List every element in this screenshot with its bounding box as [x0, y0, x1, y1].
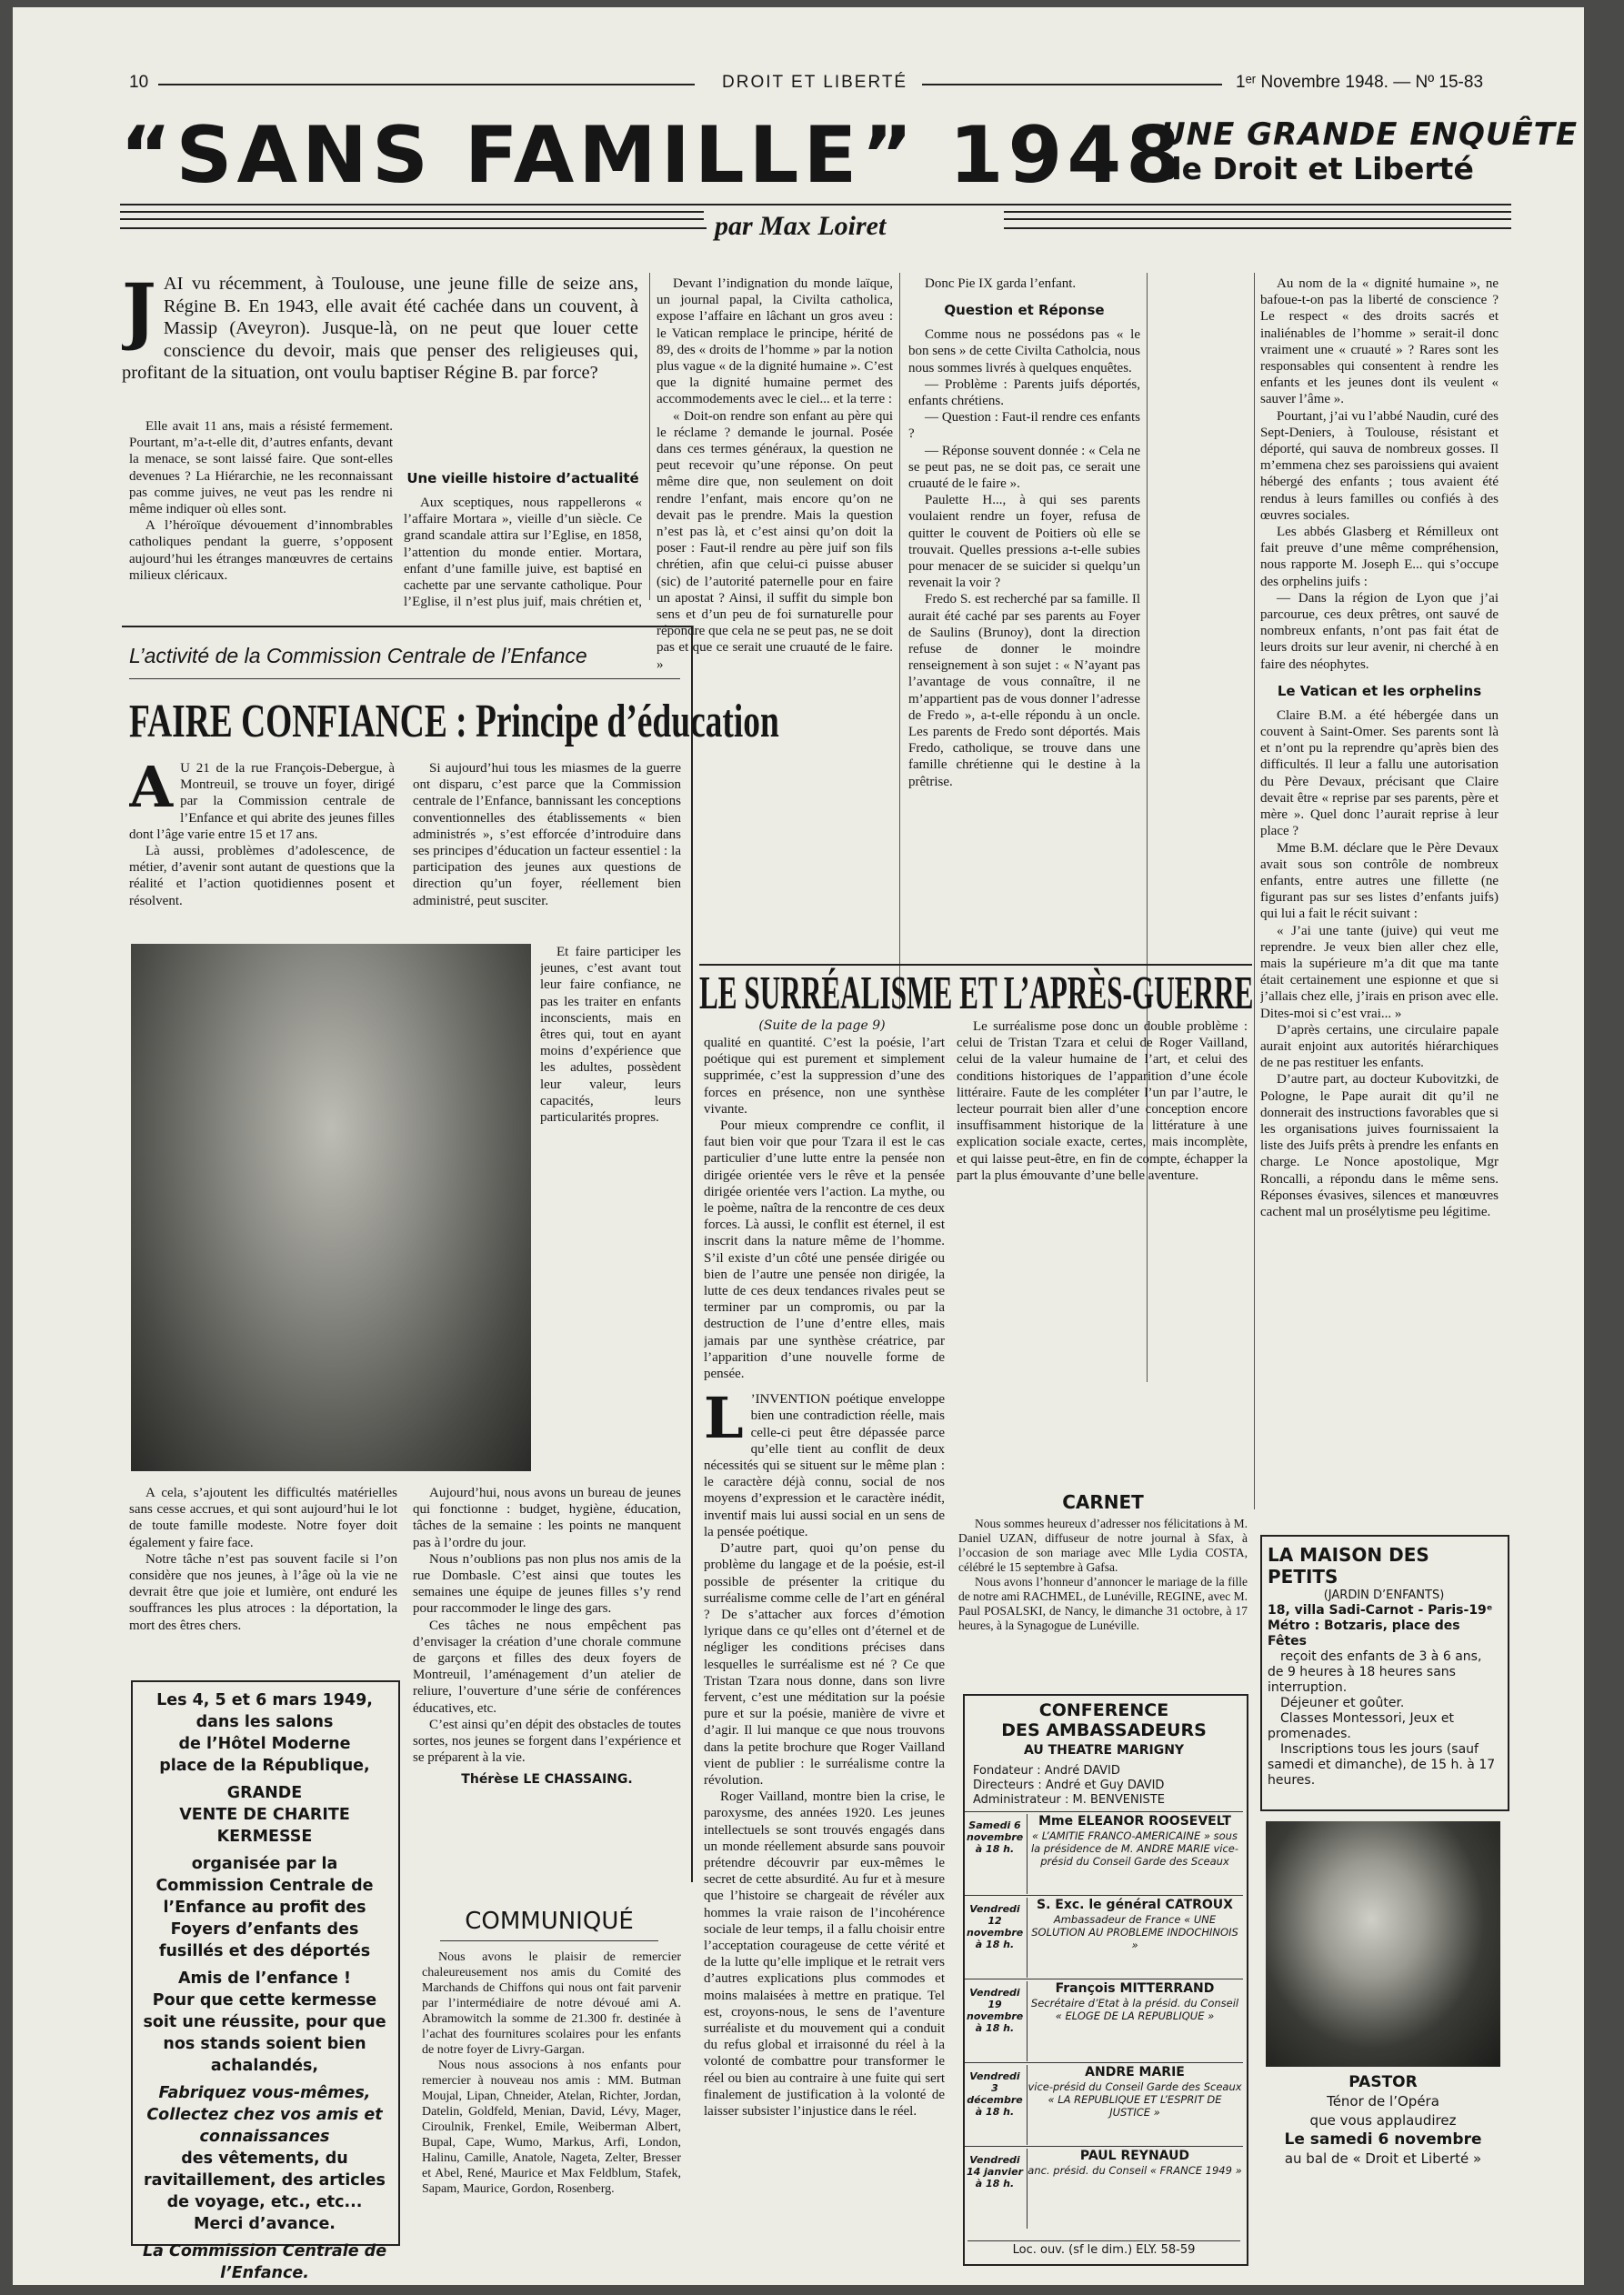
- paragraph: Fredo S. est recherché par sa famille. Il aurait été caché par ses parents au Foyer de Saulins (Brunoy), dont la direction refuse de donner le moindre renseignement à son sujet : « N’ayant pas l’avantage de vous connaître, il ne m’appartient pas de vous donner l’adresse de Fredo », a-t-elle répondu à un oncle. Les parents de Fredo sont déportés. Mais Fredo, catholique, se trouve dans une famille chrétienne qui le destine à la prêtrise.: [908, 592, 1140, 789]
- header-rule: [922, 84, 1222, 85]
- paragraph: Roger Vailland, montre bien la crise, le paroxysme, des années 1920. Les jeunes intellectuels se sont trouvés engagés dans un monde réellement absurde sans pouvoir prétendre découvrir par eux-mêmes le secret de cette absurdité. Au fur et à mesure que l’histoire se chargeait de révéler aux hommes la vraie raison de l’incohérence sociale de leur temps, il a fallu choisir entre l’acceptation courageuse de cette vérité et de la lutte qu’elle implique et le retrait vers d’autres explications plus commodes et moins malaisées à mettre en pratique. Tel est, croyons-nous, le sens de l’aventure surréaliste et du mouvement qui a conduit du refus global et irraisonné du réel à la volonté de combattre pour transformer le réel ou bien au contraire à une fuite qui sert finalement de justification à la volonté de laisser subsister l’injustice dans le réel.: [704, 1789, 945, 2119]
- communique-rule: [440, 1940, 658, 1941]
- signature: Thérèse LE CHASSAING.: [461, 1772, 633, 1788]
- conference-detail: [1027, 1814, 1242, 1894]
- column-rule: [899, 273, 900, 1009]
- conference-date: Vendredi 12 novembre à 18 h.: [967, 1903, 1024, 1950]
- girl-photo: [131, 944, 531, 1471]
- paragraph: — Problème : Parents juifs déportés, enfants chrétiens.: [908, 376, 1140, 409]
- paragraph: Notre tâche n’est pas souvent facile si l’on considère que nos jeunes, à l’âge où la vie ne devrait être que joie et lumière, ont enduré les souffrances les plus atroces : la déportation, la mort des êtres chers.: [129, 1551, 397, 1633]
- lead-text: AI vu récemment, à Toulouse, une jeune fille de seize ans, Régine B. En 1943, elle avait été cachée dans un couvent, à Massip (Aveyron). Jusque-là, on ne peut que louer cette conscience du devoir, mais que penser des religieuses qui, profitant de la situation, ont voulu baptiser Régine B. par force?: [122, 274, 638, 383]
- conference-date: Samedi 6 novembre à 18 h.: [967, 1819, 1024, 1855]
- speaker-topic: anc. présid. du Conseil « FRANCE 1949 »: [1028, 2164, 1242, 2177]
- pastor-role: Ténor de l’Opéra: [1327, 2093, 1439, 2110]
- commission-kicker: L’activité de la Commission Centrale de l’Enfance: [129, 644, 587, 667]
- paragraph: Elle avait 11 ans, mais a résisté fermement. Pourtant, m’a-t-elle dit, d’autres enfants, devant la menace, se sont laissé faire. Que sont-elles devenues ? La Hiérarchie, ne les reconnaissant pas comme juives, ne veut pas les rendre ni même indiquer où elles sont.: [129, 419, 393, 517]
- paragraph: D’autre part, quoi qu’on pense du problème du langage et de la poésie, est-il possible de présenter la critique du surréalisme comme celle de l’art en général ? De s’attacher aux forces d’émotion lyrique dans ce qu’elles ont d’éternel et de négliger les conditions précises dans lesquelles le surréalisme est né ? Ce que Tristan Tzara nous donne, dans son livre fervent, c’est une méditation sur la poésie pure et sur la poésie, manière de vivre et d’agir. Il lui manque ce que nous trouvons dans la petite brochure que Roger Vailland vient de publier : le surréalisme contre la révolution.: [704, 1541, 945, 1788]
- paragraph: Et faire participer les jeunes, c’est avant tout leur faire confiance, ne pas les traiter en enfants inconscients, mais en êtres qui, tout en ayant moins d’expérience que les adultes, possèdent leur valeur, leurs capacités, leurs particularités propres.: [540, 945, 681, 1126]
- pastor-line: que vous applaudirez: [1309, 2112, 1457, 2129]
- paragraph: « Doit-on rendre son enfant au père qui le réclame ? demande le journal. Posée dans ces termes généraux, la question ne peut recevoir qu’une réponse. On peut même dire que, non seulement on doit rendre l’enfant, mais encore qu’on ne devait pas le prendre. Mais la question n’est pas là, et c’est ainsi qu’on doit la poser : Faut-il rendre au père juif son fils chrétien, afin que celui-ci puisse abuser (sic) de l’autorité paternelle pour en faire un apostat ? Ainsi, il suffit du simple bon sens et d’un peu de foi surnaturelle pour répondre que cela ne se peut pas, ne se doit pas et que ce serait une cruauté de le faire. »: [657, 408, 893, 672]
- enquete-col-1b: [404, 418, 642, 611]
- paragraph: A l’héroïque dévouement d’innombrables catholiques pendant la guerre, s’opposent aujourd’hui les étranges manœuvres de certains milieux cléricaux.: [129, 518, 393, 583]
- maison-title: LA MAISON DES PETITS: [1268, 1544, 1429, 1588]
- vente-line: La Commission Centrale de l’Enfance.: [142, 2242, 387, 2282]
- byline: par Max Loiret: [715, 211, 887, 241]
- paragraph: Devant l’indignation du monde laïque, un journal papal, la Civilta catholica, expose l’affaire en lâchant un gros aveu : le Vatican remplace le principe, hérité de 89, des « droits de l’homme » par la notion plus vague « de la dignité humaine ». C’est que la dignité humaine permet des accommodements avec le ciel... et la terre :: [657, 276, 893, 407]
- vente-line: dans les salons: [195, 1713, 334, 1731]
- dropcap: J: [122, 273, 156, 353]
- paragraph: C’est ainsi qu’en dépit des obstacles de toutes sortes, nos jeunes se forgent dans l’expérience et se préparent à la vie.: [413, 1717, 681, 1766]
- maison-text: reçoit des enfants de 3 à 6 ans, de 9 heures à 18 heures sans interruption.: [1268, 1649, 1482, 1695]
- paragraph: — Question : Faut-il rendre ces enfants ?: [908, 410, 1140, 442]
- enquete-col-1a: [129, 418, 393, 611]
- pastor-line: au bal de « Droit et Liberté »: [1284, 2150, 1482, 2167]
- title-kicker-1: UNE GRANDE ENQUÊTE: [1160, 116, 1579, 153]
- carnet-title: CARNET: [1062, 1491, 1144, 1513]
- conference-detail: [1027, 2149, 1242, 2229]
- maison-text: Déjeuner et goûter.: [1280, 1696, 1405, 1710]
- vente-line: Les 4, 5 et 6 mars 1949,: [156, 1691, 373, 1709]
- vente-content: [136, 1689, 393, 2284]
- paragraph: A cela, s’ajoutent les difficultés matérielles sans cesse accrues, et qui sont aujourd’hui le lot de toute famille modeste. Notre foyer doit également y faire face.: [129, 1486, 397, 1550]
- conference-detail: [1027, 1898, 1242, 1978]
- commission-col-a: [129, 760, 395, 942]
- speaker-name: François MITTERRAND: [1055, 1981, 1215, 1996]
- conference-date: Vendredi 3 décembre à 18 h.: [967, 2070, 1023, 2118]
- subheading: Question et Réponse: [944, 302, 1105, 319]
- suite-note: (Suite de la page 9): [758, 1018, 886, 1033]
- vente-line: VENTE DE CHARITE: [179, 1806, 350, 1824]
- paragraph: D’autre part, au docteur Kubovitzki, de Pologne, le Pape aurait dit qu’il ne donnerait des instructions favorables que si les organisations juives fournissaient la liste des Juifs prêts à prendre les enfants en charge. Le Nonce apostolique, Mgr Roncalli, a répondu dans le même sens. Réponses évasives, silences et manœuvres cachent mal un prosélytisme peu légitime.: [1260, 1072, 1499, 1219]
- conference-schedule: [965, 1811, 1243, 2230]
- vente-line: organisée par la Commission Centrale de l’Enfance au profit des Foyers d’enfants des fusillés et des déportés: [155, 1855, 374, 1960]
- vente-line: Amis de l’enfance !: [178, 1969, 351, 1988]
- subheading: Le Vatican et les orphelins: [1277, 682, 1482, 699]
- vente-line: Pour que cette kermesse soit une réussite, pour que nos stands soient bien achalandés,: [143, 1991, 386, 2075]
- journal-name: DROIT ET LIBERTÉ: [722, 73, 908, 92]
- speaker-topic: Secrétaire d’Etat à la présid. du Conseil « ELOGE DE LA REPUBLIQUE »: [1030, 1997, 1239, 2022]
- vente-line: de l’Hôtel Moderne: [178, 1735, 351, 1753]
- paragraph: U 21 de la rue François-Debergue, à Montreuil, se trouve un foyer, dirigé par la Commission centrale de l’Enfance et qui abrite des jeunes filles dont l’âge varie entre 15 et 17 ans.: [129, 761, 395, 842]
- speaker-topic: vice-présid du Conseil Garde des Sceaux « LA REPUBLIQUE ET L’ESPRIT DE JUSTICE »: [1028, 2080, 1242, 2119]
- conference-detail: [1027, 1981, 1242, 2061]
- paragraph: Les abbés Glasberg et Rémilleux ont fait preuve d’une même compréhension, nous rapporte M. Joseph E... qui s’occupe des orphelins juifs :: [1260, 525, 1499, 589]
- conference-row: [965, 2146, 1243, 2230]
- directors: Directeurs : André et Guy DAVID: [973, 1779, 1165, 1792]
- paragraph: D’après certains, une circulaire papale aurait enjoint aux autorités hiérarchiques de ne pas restituer les enfants.: [1260, 1022, 1499, 1071]
- maison-content: [1268, 1544, 1500, 1789]
- maison-metro: Métro : Botzaris, place des Fêtes: [1268, 1619, 1460, 1649]
- conference-row: [965, 1979, 1243, 2063]
- paragraph: Nous n’oublions pas non plus nos amis de la rue Dombasle. C’est ainsi que toutes les semaines une équipe de jeunes filles s’y rend pour raccommoder le linge des gars.: [413, 1551, 681, 1617]
- paragraph: Le surréalisme pose donc un double problème : celui de Tristan Tzara et celui de Roger Vailland, celui de la valeur humaine de l’art, et celui des conditions historiques de l’apparition d’une école littéraire. Faute de les compléter l’un par l’autre, le lecteur pourrait bien aller d’une conception encore insuffisamment historique de la littérature à une explication sociale exacte, certes, mais incomplète, et qui laisse peut-être, en fin de compte, échapper la part la plus émouvante d’une belle aventure.: [957, 1019, 1248, 1183]
- communique-text: [422, 1949, 681, 2263]
- vente-line: Merci d’avance.: [194, 2215, 336, 2233]
- issue-date: 1ᵉʳ Novembre 1948. — Nº 15-83: [1236, 73, 1484, 92]
- paragraph: qualité en quantité. C’est la poésie, l’art poétique qui est purement et simplement supprimée, c’est la suppression d’une des forces en présence, non une synthèse vivante.: [704, 1036, 945, 1117]
- vente-line: KERMESSE: [216, 1828, 313, 1846]
- speaker-name: S. Exc. le général CATROUX: [1037, 1898, 1233, 1912]
- dropcap: L: [704, 1385, 744, 1452]
- conference-title: CONFERENCE: [1038, 1700, 1169, 1720]
- enquete-lead: [122, 273, 638, 415]
- dropcap: A: [129, 760, 174, 820]
- conference-header: [967, 1700, 1240, 1760]
- surrealisme-col-1: [704, 1035, 945, 2271]
- byline-rule: [120, 227, 707, 229]
- surrealisme-headline: LE SURRÉALISME ET L’APRÈS-GUERRE: [699, 967, 1254, 1019]
- founder: Fondateur : André DAVID: [973, 1764, 1120, 1778]
- administrator: Administrateur : M. BENVENISTE: [973, 1793, 1165, 1807]
- conference-staff: [973, 1764, 1241, 1808]
- maison-subtitle: (JARDIN D’ENFANTS): [1323, 1588, 1445, 1602]
- paragraph: ’INVENTION poétique enveloppe bien une contradiction réelle, mais celle-ci peut être dépassée parce qu’elle tient au conflit de deux nécessités qui se situent sur le même plan : le caractère déjà connu, social de nos moyens d’expression et le caractère inédit, inventif mais lui aussi social en un sens de la pensée poétique.: [704, 1392, 945, 1539]
- page-number: 10: [129, 73, 149, 92]
- conference-date: Vendredi 14 janvier à 18 h.: [967, 2154, 1023, 2190]
- subheading: Une vieille histoire d’actualité: [406, 470, 639, 486]
- paragraph: Ces tâches ne nous empêchent pas d’envisager la création d’une chorale commune de garçons et filles des deux foyers de Montreuil, l’aménagement d’un atelier de reliure, l’ouverture d’une série de conférences éducatives, etc.: [413, 1618, 681, 1716]
- maison-address: 18, villa Sadi-Carnot - Paris-19ᵉ: [1268, 1603, 1493, 1618]
- pastor-block: [1260, 2073, 1506, 2169]
- paragraph: Si aujourd’hui tous les miasmes de la guerre ont disparu, c’est parce que la Commission centrale de l’Enfance, bannissant les conceptions conventionnelles des établissements « bien administrés », s’est efforcée d’introduire dans ses principes d’éducation un facteur essentiel : la participation des jeunes aux questions de direction qu’un foyer, réellement bien administré, peut susciter.: [413, 761, 681, 908]
- carnet-text: [958, 1517, 1248, 1685]
- pastor-date: Le samedi 6 novembre: [1284, 2130, 1482, 2149]
- conference-row: [965, 1895, 1243, 1979]
- paragraph: Pour mieux comprendre ce conflit, il faut bien voir que pour Tzara il est le cas particulier d’une lutte entre la pensée non dirigée orientée vers le rêve et la pensée dirigée orientée vers l’action. La mythe, ou le poème, naîtra de la rencontre de ces deux forces. Là aussi, le conflit est éternel, il est inscrit dans la nature même de l’homme. S’il existe d’un côté une pensée dirigée ou bien de l’autre une pensée non dirigée, la lutte de ces deux tendances rivales peut se terminer par un compromis, ou par la destruction de l’une d’entre elles, mais jamais par une synthèse créatrice, par l’apparition d’une nouvelle forme de pensée.: [704, 1118, 945, 1382]
- enquete-col-4: [1154, 276, 1248, 280]
- paragraph: Aux sceptiques, nous rappellerons « l’affaire Mortara », vieille d’un siècle. Ce grand scandale attira sur l’Eglise, en 1858, l’attention du monde entier. Mortara, enfant d’une famille juive, est baptisé en cachette par une servante catholique. Pour l’Eglise, il n’est plus juif, mais chrétien et,: [404, 496, 642, 610]
- speaker-topic: Ambassadeur de France « UNE SOLUTION AU PROBLEME INDOCHINOIS »: [1031, 1913, 1238, 1951]
- conference-date: Vendredi 19 novembre à 18 h.: [967, 1987, 1024, 2034]
- commission-col-b3: [413, 1485, 681, 1867]
- commission-col-b: [413, 760, 681, 942]
- communique-title: COMMUNIQUÉ: [465, 1908, 634, 1935]
- maison-text: Inscriptions tous les jours (sauf samedi et dimanche), de 15 h. à 17 heures.: [1268, 1742, 1496, 1788]
- header-rule: [158, 84, 695, 85]
- vente-line: des vêtements, du ravitaillement, des articles de voyage, etc., etc...: [144, 2150, 386, 2211]
- enquete-col-3: [908, 276, 1140, 1007]
- kicker-rule: [129, 678, 680, 679]
- commission-headline: FAIRE CONFIANCE : Principe d’éducation: [129, 696, 779, 747]
- conference-row: [965, 2062, 1243, 2147]
- section-rule: [699, 964, 1252, 966]
- conference-venue: AU THEATRE MARIGNY: [1023, 1743, 1185, 1758]
- paragraph: Donc Pie IX garda l’enfant.: [925, 276, 1077, 291]
- title-kicker-2: de Droit et Liberté: [1160, 151, 1474, 186]
- speaker-name: PAUL REYNAUD: [1079, 2149, 1190, 2163]
- paragraph: Paulette H..., à qui ses parents voulaient rendre un foyer, refusa de quitter le couvent de Poitiers où elle se trouvait. Quelles pressions a-t-elle subies pour menacer de se suicider si quelqu’un revenait la voir ?: [908, 493, 1140, 591]
- enquete-col-4: [1260, 276, 1499, 1508]
- speaker-name: ANDRE MARIE: [1085, 2065, 1185, 2080]
- speaker-name: Mme ELEANOR ROOSEVELT: [1038, 1814, 1231, 1829]
- speaker-topic: « L’AMITIE FRANCO-AMERICAINE » sous la présidence de M. ANDRE MARIE vice-présid du Conseil Garde des Sceaux: [1030, 1829, 1239, 1868]
- conference-title: DES AMBASSADEURS: [1001, 1720, 1207, 1740]
- invention-block: [704, 1385, 945, 1540]
- vente-line: place de la République,: [159, 1757, 370, 1775]
- main-title: “SANS FAMILLE” 1948: [120, 110, 1186, 201]
- commission-col-a2: [129, 1485, 397, 1671]
- newspaper-page: [13, 7, 1584, 2285]
- column-rule: [649, 273, 650, 600]
- pastor-name: PASTOR: [1348, 2073, 1418, 2091]
- paragraph: Claire B.M. a été hébergée dans un couvent à Saint-Omer. Ses parents sont là et n’ont pu la reprendre qu’après bien des difficultés. Il leur a fallu une autorisation du Père Devaux, précisant que Claire devait être « reprise par ses parents, père et mère ». Quel donc l’aurait reprise à leur place ?: [1260, 707, 1499, 839]
- paragraph: Nous avons l’honneur d’annoncer le mariage de la fille de notre ami RACHMEL, de Lunéville, REGINE, avec M. Paul POSALSKI, de Nancy, le dimanche 31 octobre, à 17 heures, à la Synagogue de Lunéville.: [958, 1575, 1248, 1632]
- paragraph: Aujourd’hui, nous avons un bureau de jeunes qui fonctionne : budget, hygiène, éducation, tâches de la semaine : les points ne manquent pas à l’ordre du jour.: [413, 1486, 681, 1550]
- paragraph: Nous nous associons à nos enfants pour remercier à nouveau nos amis : MM. Butman Moujal, Lipan, Chneider, Atelan, Richter, Jordan, Datelin, Goldfeld, Menian, David, Lévy, Mager, Ciroulnik, Frenkel, Emile, Weiberman Albert, Bupal, Cape, Wumo, Markus, Arfi, London, Halinu, Camille, Anatole, Nageta, Zelter, Bresser et Abel, René, Maurice et Max Feldblum, Stafek, Sapam, Maurice, Gordon, Rosenberg.: [422, 2059, 681, 2196]
- paragraph: Pourtant, j’ai vu l’abbé Naudin, curé des Sept-Deniers, à Toulouse, résistant et déporté, qui sauva de nombreux gosses. Il m’emmena chez ses paroissiens qui avaient hébergé des enfants ; tous avaient été rendus à leurs familles ou confiés à des œuvres sociales.: [1260, 408, 1499, 523]
- maison-text: Classes Montessori, Jeux et promenades.: [1268, 1711, 1454, 1741]
- paragraph: Au nom de la « dignité humaine », ne bafoue-t-on pas la liberté de conscience ? Le respect « des droits sacrés et inaliénables de l’homme » serait-il donc vraiment une « cruauté » ? Rares sont les responsables qui consentent à rendre les enfants et les jeunes dont ils veulent « sauver l’âme ».: [1260, 276, 1499, 407]
- vente-line: GRANDE: [226, 1784, 303, 1802]
- conference-location: Loc. ouv. (sf le dim.) ELY. 58-59: [967, 2240, 1240, 2257]
- conference-row: [965, 1811, 1243, 1896]
- commission-col-b2: [540, 944, 681, 1489]
- paragraph: Là aussi, problèmes d’adolescence, de métier, d’avenir sont autant de questions que la réalité et l’action quotidiennes posent et résolvent.: [129, 844, 395, 908]
- byline-rule: [1004, 227, 1511, 229]
- pastor-photo: [1266, 1821, 1500, 2067]
- paragraph: — Dans la région de Lyon que j’ai parcourue, ces deux prêtres, ont sauvé de nombreux enfants, n’ont pas fait état de leurs droits sur leur avenir, ni cherché à en faire des néophytes.: [1260, 590, 1499, 672]
- conference-detail: [1027, 2065, 1242, 2145]
- paragraph: Nous avons le plaisir de remercier chaleureusement nos amis du Comité des Marchands de Chiffons qui nous ont fait parvenir par l’intermédiaire de notre dévoué ami A. Abramowitch la somme de 21.300 fr. destinée à l’achat des fournitures scolaires pour les enfants de notre foyer de Livry-Gargan.: [422, 1950, 681, 2057]
- paragraph: Mme B.M. déclare que le Père Devaux avait sous son contrôle de nombreux enfants, entre autres une fillette (ne figurant pas sur ses listes d’enfants juifs) qui lui a fait le récit suivant :: [1260, 840, 1499, 922]
- paragraph: Comme nous ne possédons pas « le bon sens » de cette Civilta Catholcia, nous nous sommes livrés à quelques enquêtes.: [908, 327, 1140, 376]
- surrealisme-col-2: [957, 1018, 1248, 1491]
- paragraph: — Réponse souvent donnée : « Cela ne se peut pas, ne se doit pas, ce serait une cruauté de le faire ».: [908, 443, 1140, 492]
- paragraph: Nous sommes heureux d’adresser nos félicitations à M. Daniel UZAN, diffuseur de notre journal à Sfax, à l’occasion de son mariage avec Mlle Lydia COSTA, célébré le 15 septembre à Gafsa.: [958, 1517, 1248, 1574]
- vente-line: Fabriquez vous-mêmes, Collectez chez vos amis et connaissances: [146, 2084, 383, 2146]
- column-rule: [1254, 273, 1255, 1509]
- paragraph: « J’ai une tante (juive) qui veut me reprendre. Je veux bien aller chez elle, mais la supérieure m’a dit que ma tante était certainement une espionne et que si j’allais chez elle, j’irais en prison avec elle. Dites-moi si c’est vrai... »: [1260, 923, 1499, 1021]
